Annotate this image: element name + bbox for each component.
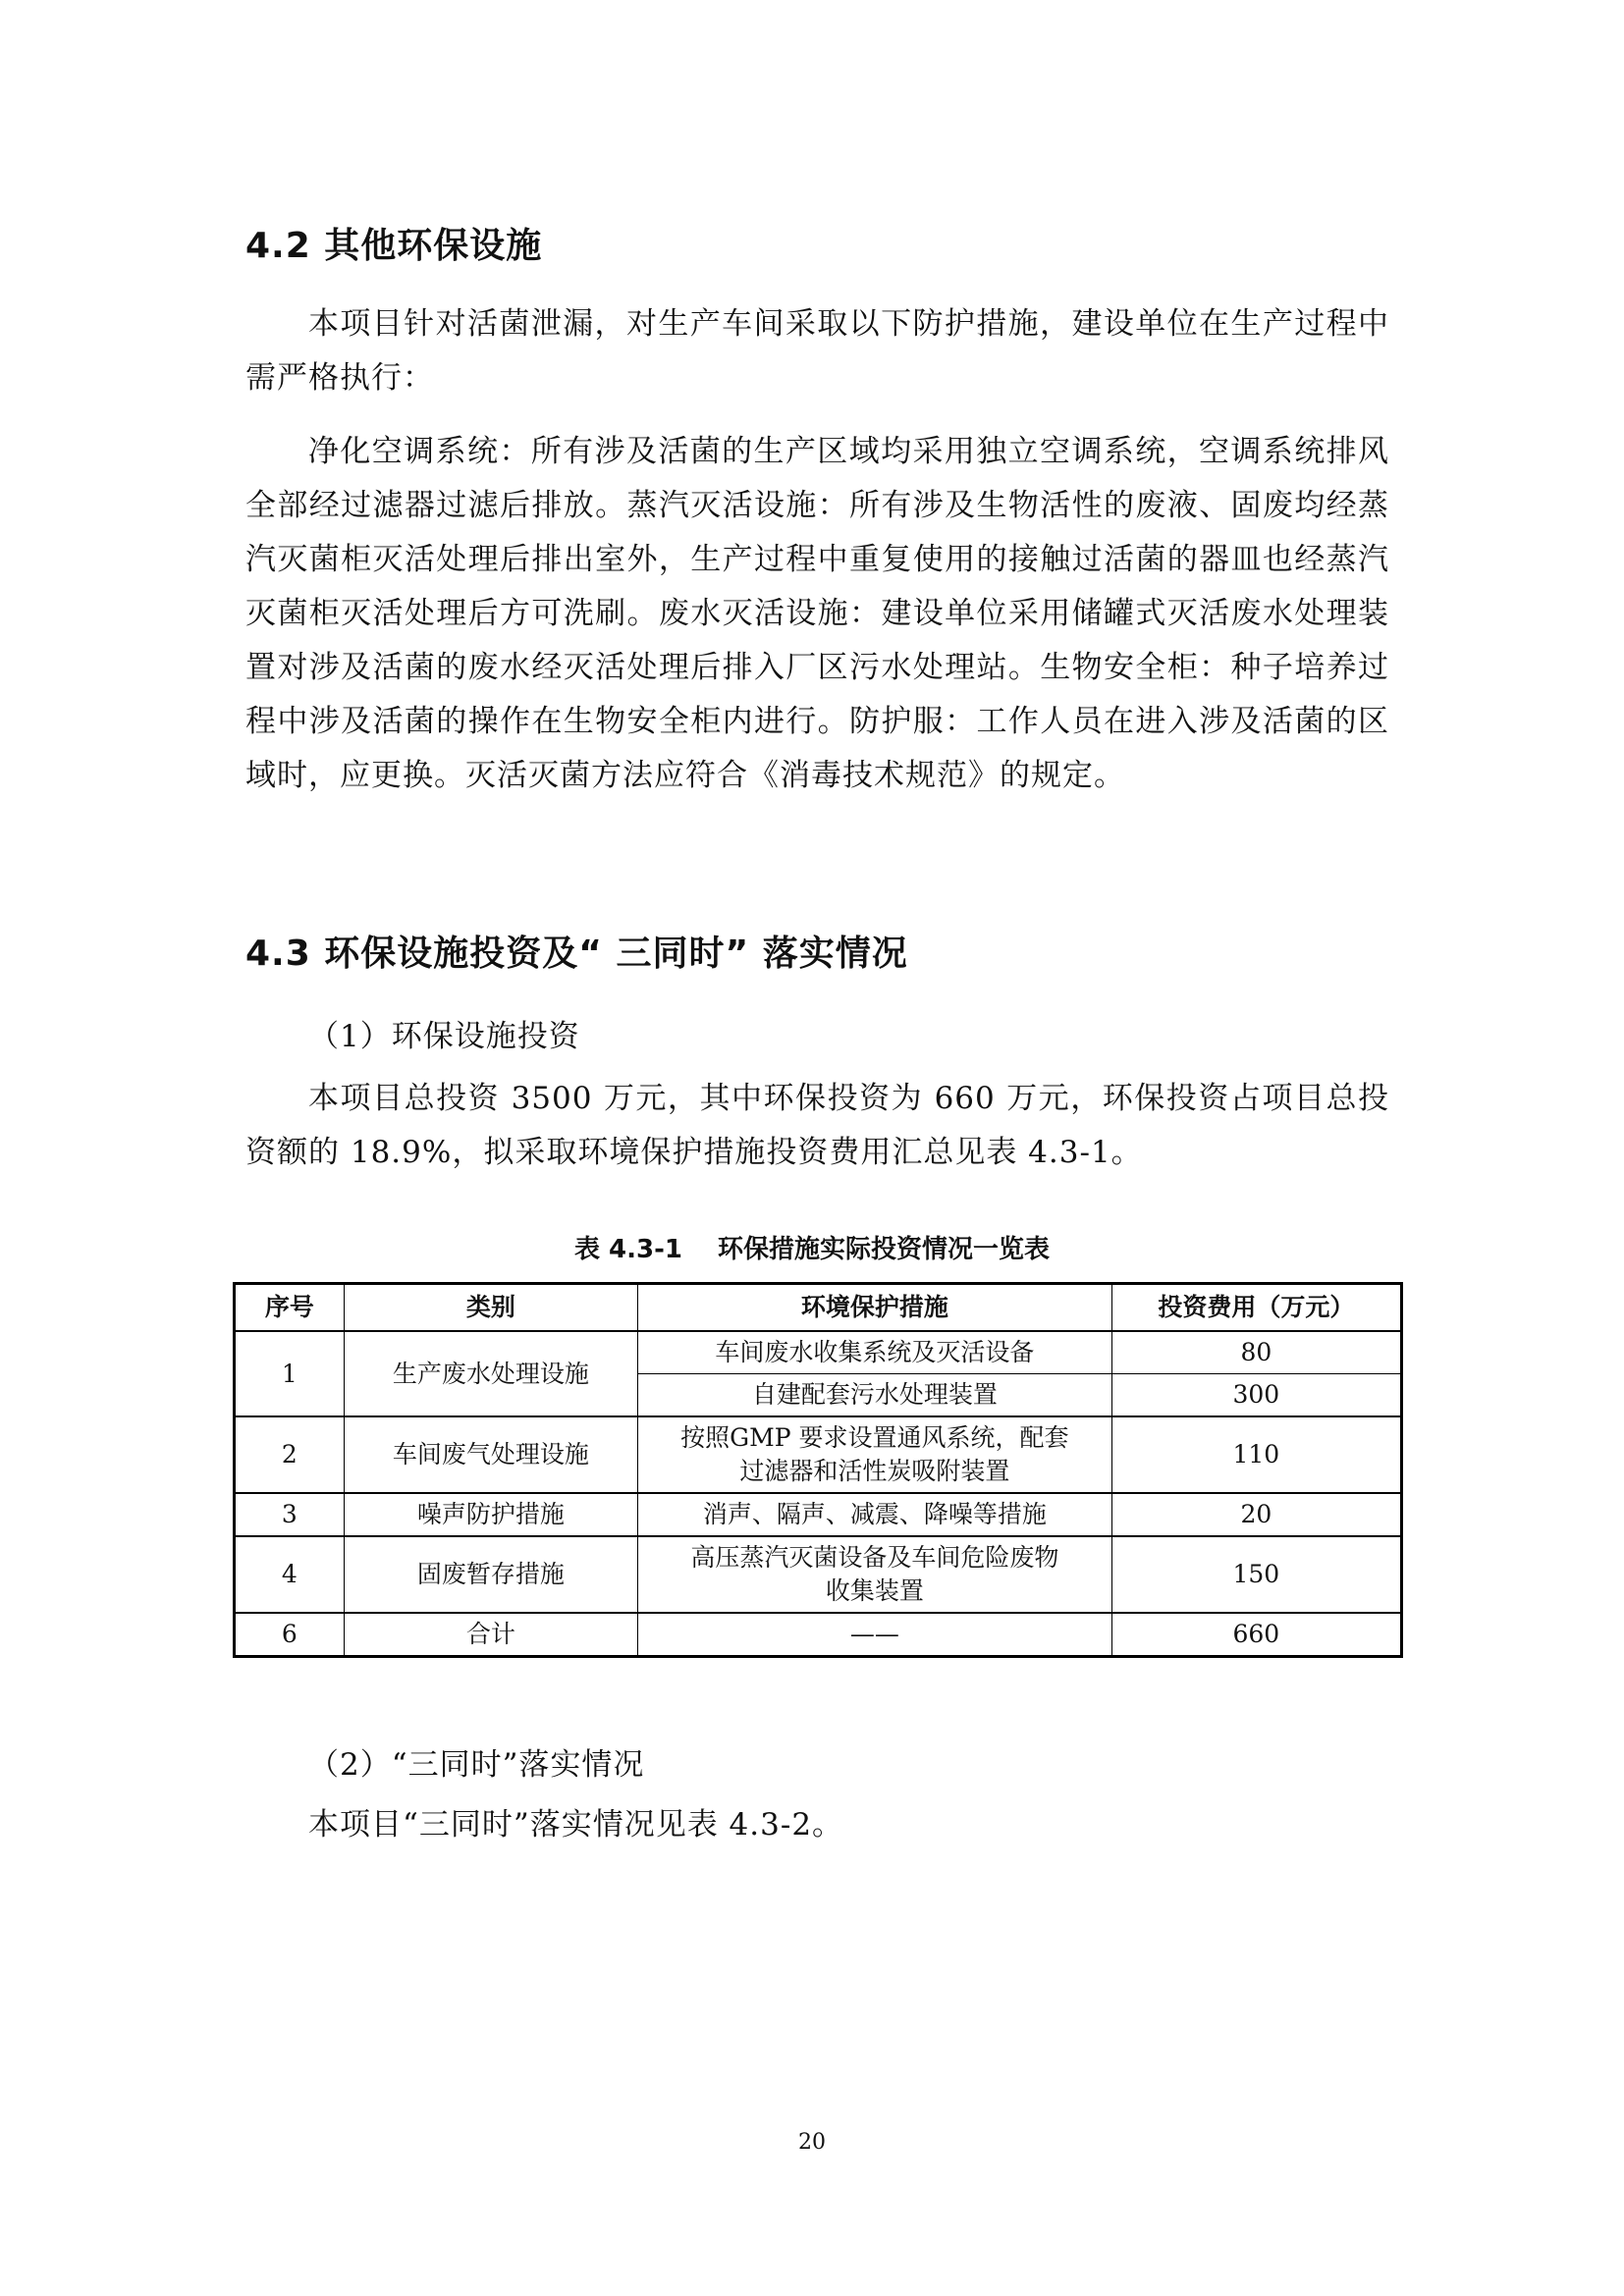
cell-category: 噪声防护措施: [344, 1493, 637, 1536]
table-row: [235, 1416, 1402, 1493]
cell-measure-line-2: 过滤器和活性炭吸附装置: [739, 1457, 1010, 1485]
table-caption-title: 环保措施实际投资情况一览表: [717, 1235, 1050, 1264]
table-total-row: [235, 1613, 1402, 1657]
cell-no: 2: [235, 1416, 345, 1493]
section-4-2-paragraph-2: 净化空调系统：所有涉及活菌的生产区域均采用独立空调系统，空调系统排风全部经过滤器过滤后排放。蒸汽灭活设施：所有涉及生物活性的废液、固废均经蒸汽灭菌柜灭活处理后排出室外，生产过程中重复使用的接触过活菌的器皿也经蒸汽灭菌柜灭活处理后方可洗刷。废水灭活设施：建设单位采用储罐式灭活废水处理装置对涉及活菌的废水经灭活处理后排入厂区污水处理站。生物安全柜：种子培养过程中涉及活菌的操作在生物安全柜内进行。防护服：工作人员在进入涉及活菌的区域时，应更换。灭活灭菌方法应符合《消毒技术规范》的规定。: [245, 434, 1389, 793]
investment-table: [233, 1282, 1403, 1658]
cell-category: 合计: [344, 1613, 637, 1657]
cell-no: 4: [235, 1536, 345, 1613]
table-caption-number: 表 4.3-1: [573, 1235, 682, 1264]
subsection-1-title: （1）环保设施投资: [308, 1019, 580, 1054]
subsection-2-title: （2）“三同时”落实情况: [308, 1747, 645, 1783]
cell-cost: 110: [1111, 1416, 1401, 1493]
cell-cost: 20: [1111, 1493, 1401, 1536]
cell-no: 1: [235, 1331, 345, 1416]
header-measures: 环境保护措施: [637, 1284, 1111, 1332]
header-category: 类别: [344, 1284, 637, 1332]
table-header-row: [235, 1284, 1402, 1332]
cell-measure: [637, 1416, 1111, 1493]
cell-measure: 自建配套污水处理装置: [637, 1374, 1111, 1417]
section-4-3-heading: 4.3 环保设施投资及“ 三同时” 落实情况: [245, 934, 908, 974]
header-no: 序号: [235, 1284, 345, 1332]
cell-cost: 150: [1111, 1536, 1401, 1613]
cell-measure: 消声、隔声、减震、降噪等措施: [637, 1493, 1111, 1536]
section-4-2-heading: 4.2 其他环保设施: [245, 226, 543, 266]
cell-category: 生产废水处理设施: [344, 1331, 637, 1416]
table-caption: [0, 1229, 1624, 1265]
cell-category: 车间废气处理设施: [344, 1416, 637, 1493]
cell-cost: 300: [1111, 1374, 1401, 1417]
header-cost: 投资费用（万元）: [1111, 1284, 1401, 1332]
section-4-2-paragraph-1: 本项目针对活菌泄漏，对生产车间采取以下防护措施，建设单位在生产过程中需严格执行：: [245, 306, 1389, 396]
cell-measure-line-1: 高压蒸汽灭菌设备及车间危险废物: [690, 1543, 1059, 1572]
cell-category: 固废暂存措施: [344, 1536, 637, 1613]
cell-measure: [637, 1536, 1111, 1613]
cell-measure-line-1: 按照GMP 要求设置通风系统，配套: [680, 1423, 1069, 1452]
cell-no: 3: [235, 1493, 345, 1536]
section-4-3-paragraph-1: 本项目总投资 3500 万元，其中环保投资为 660 万元，环保投资占项目总投资额的 18.9%，拟采取环境保护措施投资费用汇总见表 4.3-1。: [245, 1081, 1389, 1170]
table-row: [235, 1536, 1402, 1613]
cell-measure: 车间废水收集系统及灭活设备: [637, 1331, 1111, 1374]
cell-cost: 80: [1111, 1331, 1401, 1374]
cell-measure: ——: [637, 1613, 1111, 1657]
cell-cost: 660: [1111, 1613, 1401, 1657]
section-4-3-paragraph-2: 本项目“三同时”落实情况见表 4.3-2。: [308, 1807, 844, 1842]
table-row: [235, 1493, 1402, 1536]
table-row: [235, 1331, 1402, 1374]
cell-no: 6: [235, 1613, 345, 1657]
cell-measure-line-2: 收集装置: [825, 1576, 924, 1605]
page-number: 20: [798, 2130, 826, 2155]
